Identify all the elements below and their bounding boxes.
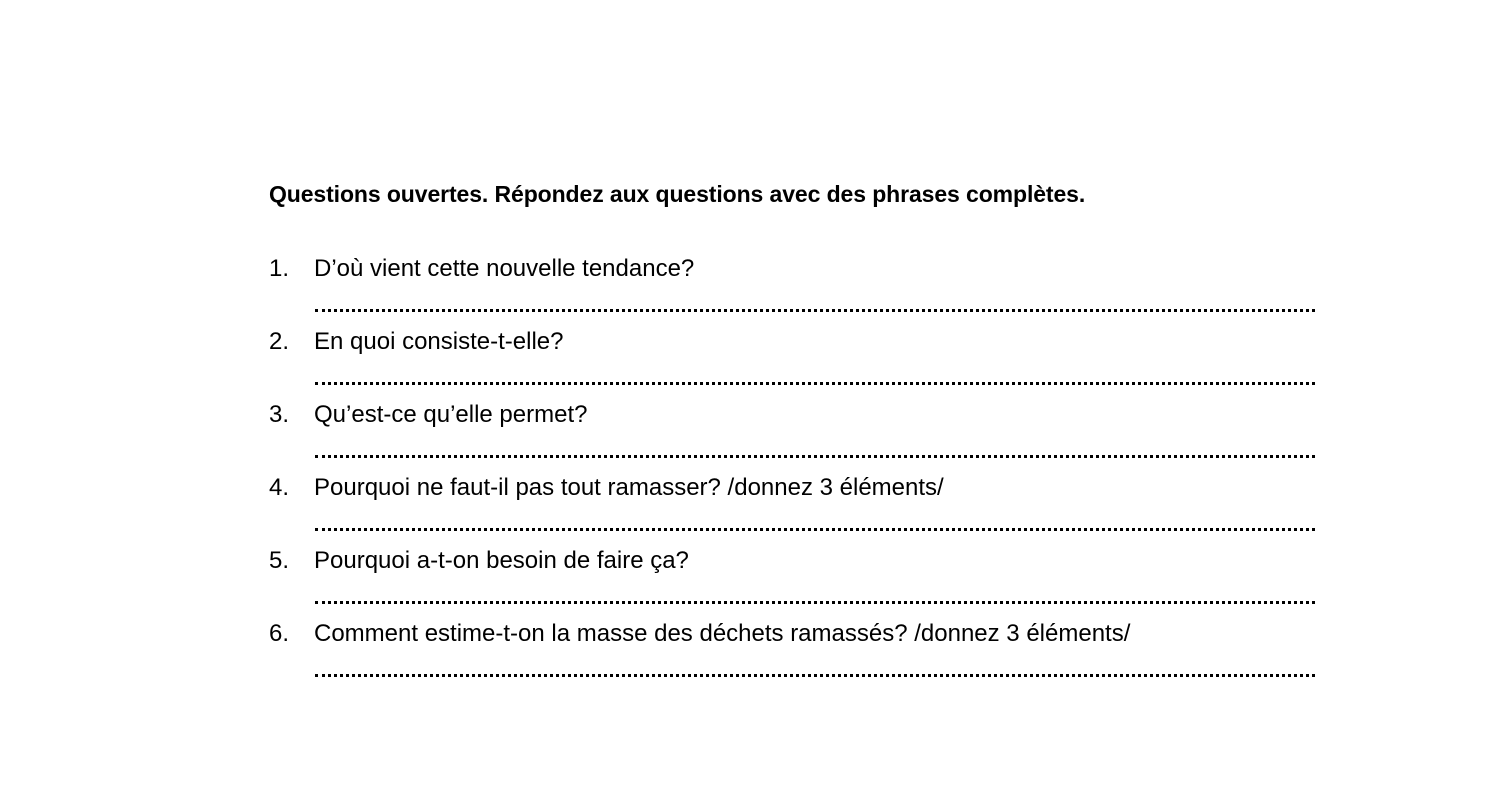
question-item-5 <box>269 545 1319 618</box>
question-number: 5. <box>269 547 290 574</box>
question-list <box>269 253 1319 691</box>
instructions-heading: Questions ouvertes. Répondez aux questions avec des phrases complètes. <box>269 181 1086 207</box>
question-number: 2. <box>269 328 290 355</box>
question-number: 1. <box>269 255 290 282</box>
question-text: Pourquoi ne faut-il pas tout ramasser? /donnez 3 éléments/ <box>314 474 944 501</box>
question-number: 6. <box>269 620 290 647</box>
answer-line <box>315 601 1315 604</box>
question-text: Qu’est-ce qu’elle permet? <box>314 401 588 428</box>
answer-line <box>315 528 1315 531</box>
question-item-3 <box>269 399 1319 472</box>
answer-line <box>315 309 1315 312</box>
question-text: D’où vient cette nouvelle tendance? <box>314 255 695 282</box>
question-item-1 <box>269 253 1319 326</box>
question-item-2 <box>269 326 1319 399</box>
question-item-4 <box>269 472 1319 545</box>
answer-line <box>315 674 1315 677</box>
question-text: En quoi consiste-t-elle? <box>314 328 564 355</box>
question-text: Comment estime-t-on la masse des déchets ramassés? /donnez 3 éléments/ <box>314 620 1131 647</box>
question-item-6 <box>269 618 1319 691</box>
question-text: Pourquoi a-t-on besoin de faire ça? <box>314 547 689 574</box>
answer-line <box>315 382 1315 385</box>
question-number: 4. <box>269 474 290 501</box>
answer-line <box>315 455 1315 458</box>
question-number: 3. <box>269 401 290 428</box>
